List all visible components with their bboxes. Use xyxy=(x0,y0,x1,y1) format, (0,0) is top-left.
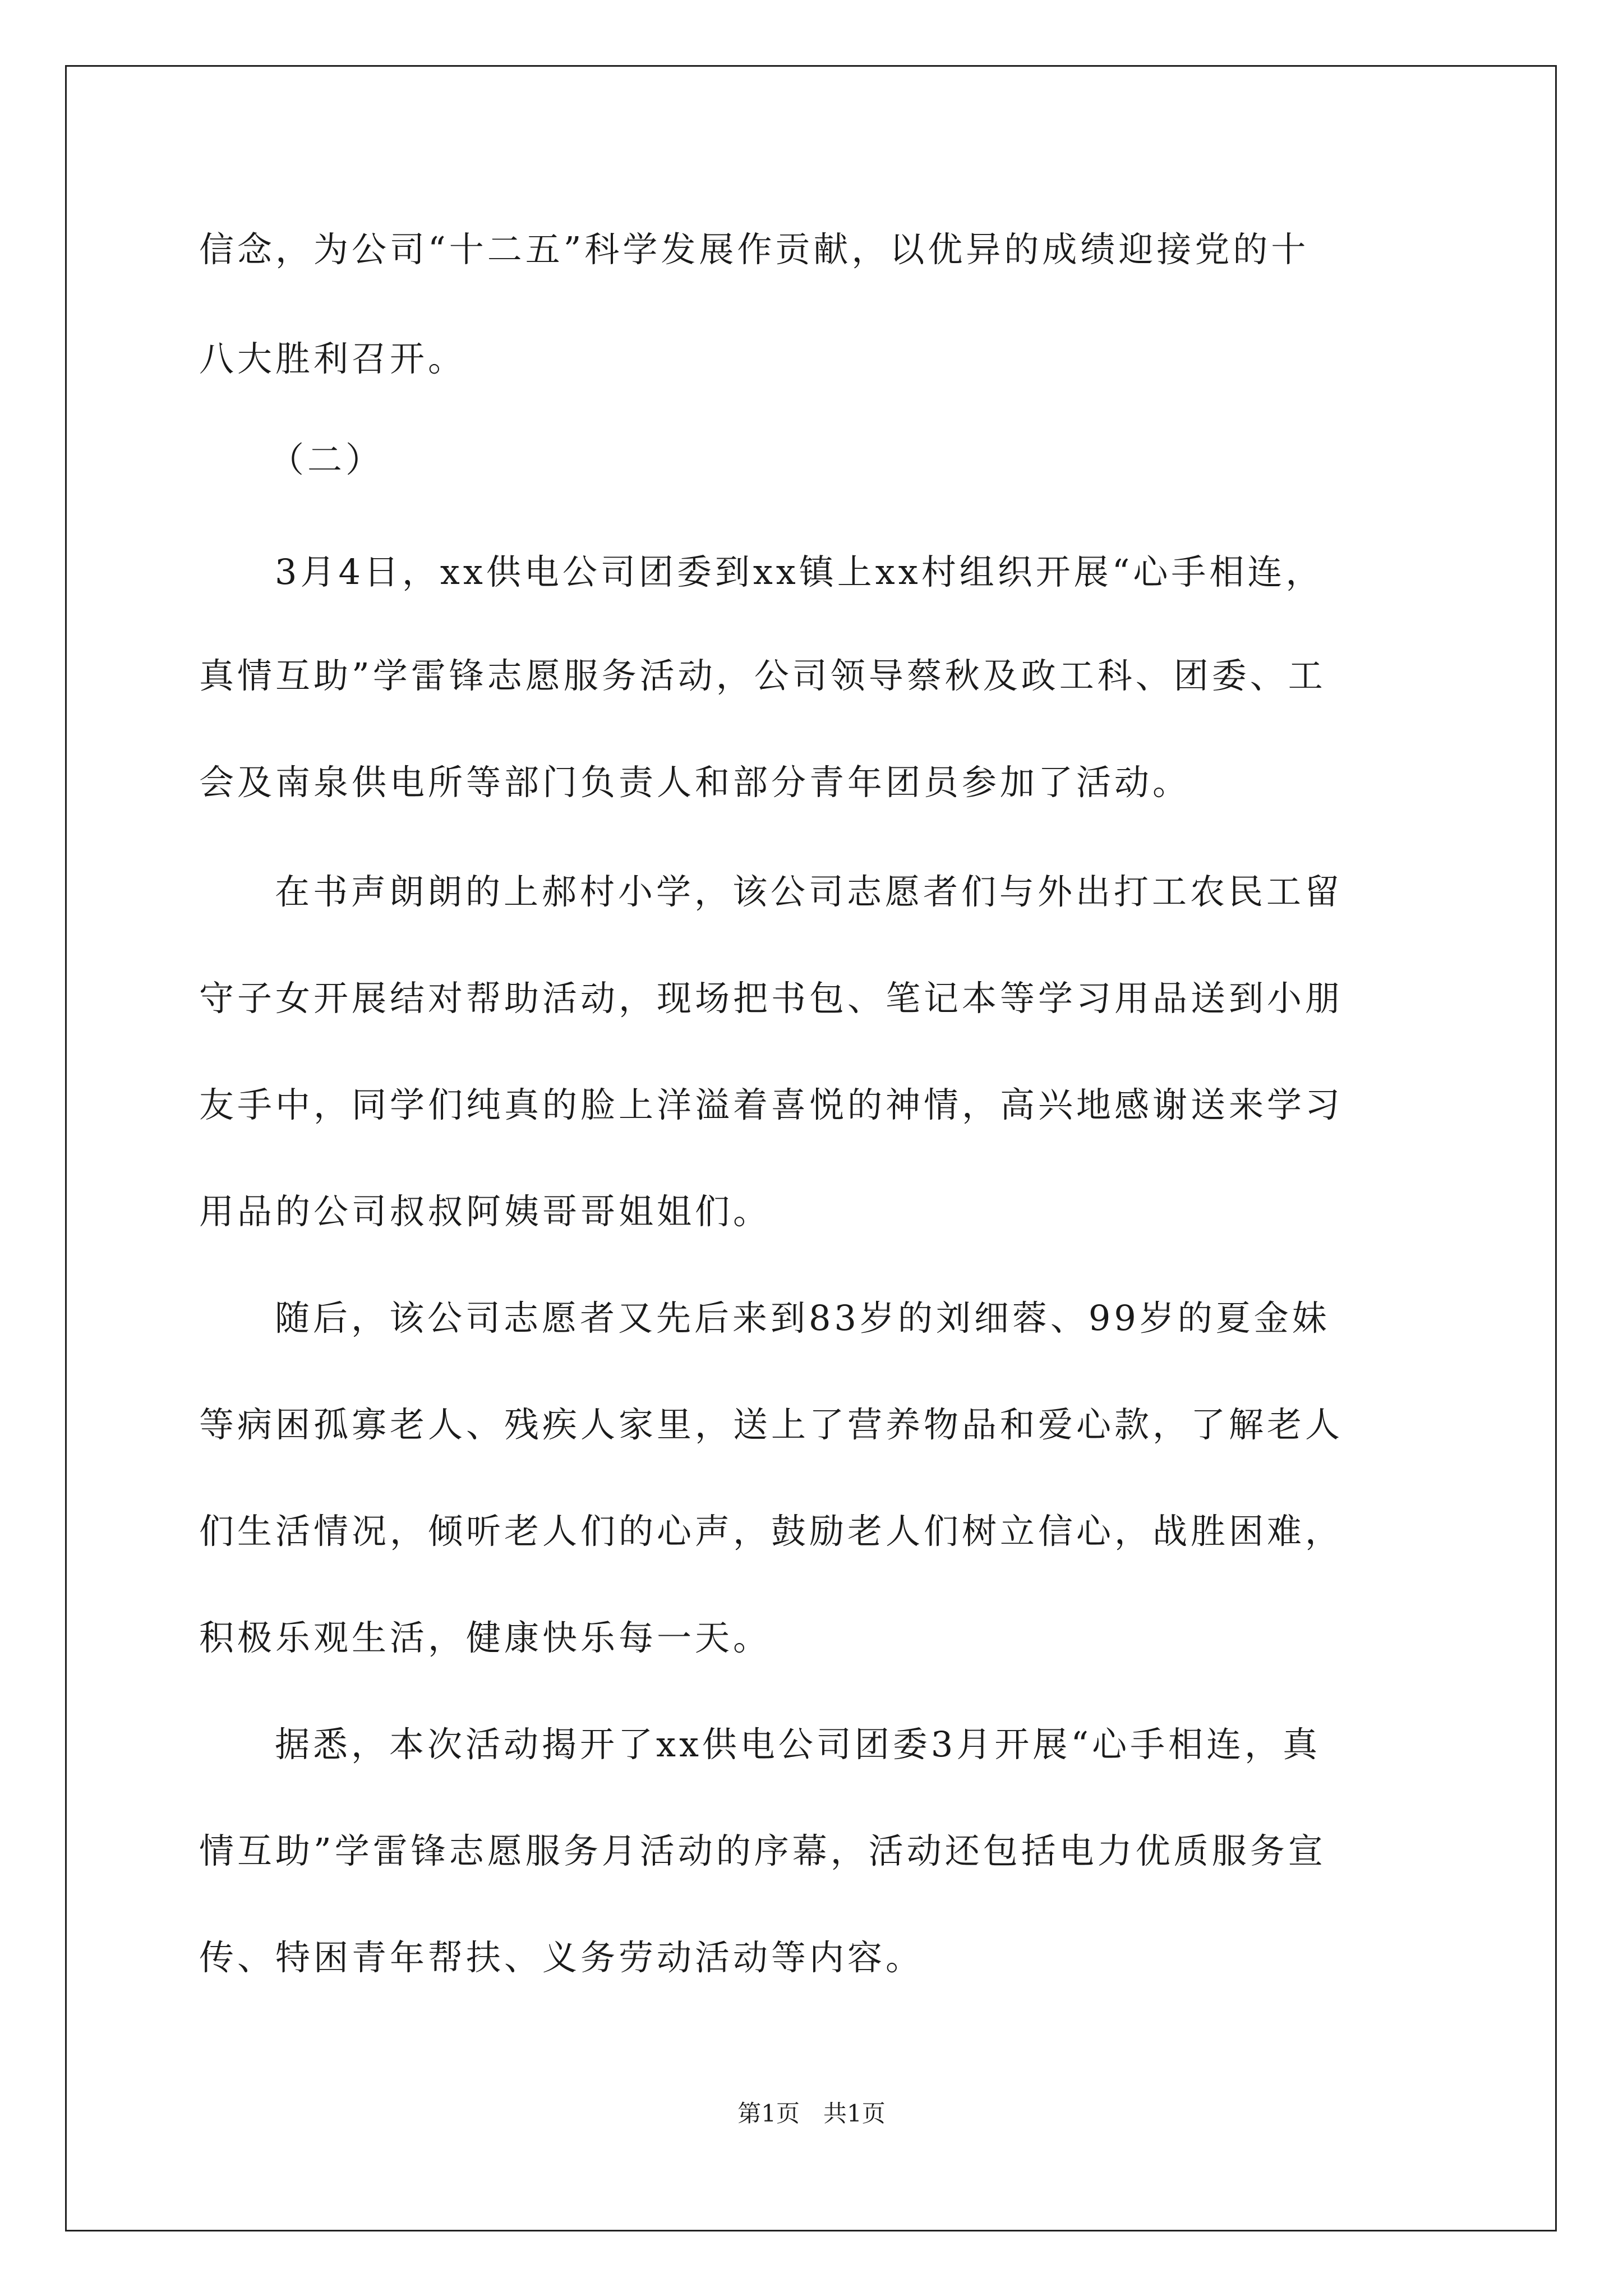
section-heading: （二） xyxy=(269,439,384,480)
text-line: 友手中，同学们纯真的脸上洋溢着喜悦的神情，高兴地感谢送来学习 xyxy=(199,1084,1344,1125)
text-line: 积极乐观生活，健康快乐每一天。 xyxy=(199,1617,772,1658)
text-line: 会及南泉供电所等部门负责人和部分青年团员参加了活动。 xyxy=(199,762,1191,803)
text-line: 据悉，本次活动揭开了xx供电公司团委3月开展“心手相连，真 xyxy=(275,1724,1321,1765)
page-footer: 第1页 共1页 xyxy=(737,2100,886,2127)
text-line: 信念，为公司“十二五”科学发展作贡献，以优异的成绩迎接党的十 xyxy=(199,229,1310,270)
text-line: 们生活情况，倾听老人们的心声，鼓励老人们树立信心，战胜困难， xyxy=(199,1511,1344,1552)
page-border xyxy=(65,65,1557,2231)
text-line: 情互助”学雷锋志愿服务月活动的序幕，活动还包括电力优质服务宣 xyxy=(199,1830,1326,1871)
text-line: 真情互助”学雷锋志愿服务活动，公司领导蔡秋及政工科、团委、工 xyxy=(199,655,1326,696)
text-line: 守子女开展结对帮助活动，现场把书包、笔记本等学习用品送到小朋 xyxy=(199,978,1344,1019)
text-line: 八大胜利召开。 xyxy=(199,338,467,379)
text-line: 等病困孤寡老人、残疾人家里，送上了营养物品和爱心款，了解老人 xyxy=(199,1404,1344,1445)
text-line: 3月4日，xx供电公司团委到xx镇上xx村组织开展“心手相连， xyxy=(275,551,1324,592)
text-line: 用品的公司叔叔阿姨哥哥姐姐们。 xyxy=(199,1191,772,1232)
text-line: 传、特困青年帮扶、义务劳动活动等内容。 xyxy=(199,1937,924,1978)
text-line: 随后，该公司志愿者又先后来到83岁的刘细蓉、99岁的夏金妹 xyxy=(275,1297,1330,1338)
text-line: 在书声朗朗的上郝村小学，该公司志愿者们与外出打工农民工留 xyxy=(275,871,1343,912)
